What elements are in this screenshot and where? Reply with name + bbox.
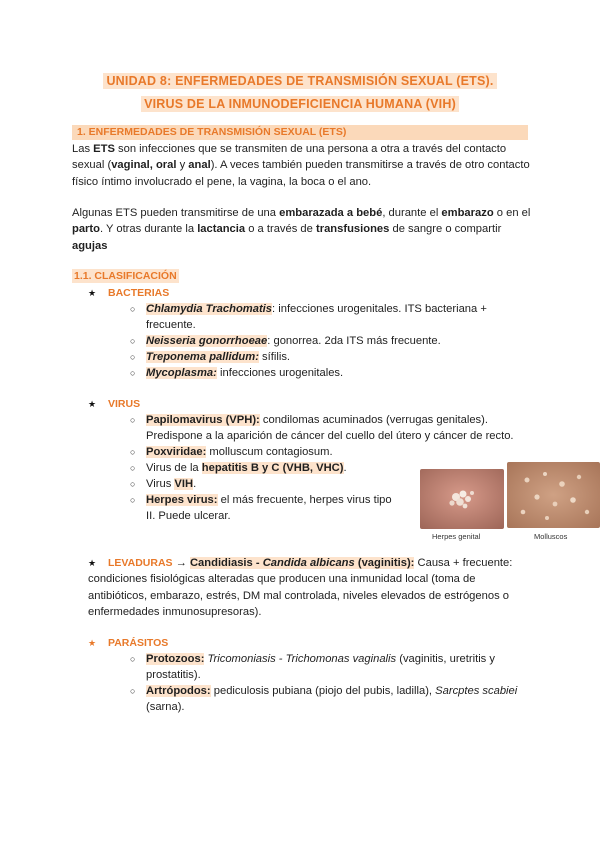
- circle-bullet-icon: ○: [130, 368, 136, 378]
- circle-bullet-icon: ○: [130, 352, 136, 362]
- list-item: ○ Artrópodos: pediculosis pubiana (piojo del pubis, ladilla), Sarcptes scabiei (sarna).: [130, 685, 518, 713]
- list-item: ○ Mycoplasma: infecciones urogenitales.: [130, 367, 344, 379]
- star-bullet-icon: ★: [88, 638, 97, 648]
- star-bullet-icon: ★: [88, 558, 97, 568]
- circle-bullet-icon: ○: [130, 479, 136, 489]
- category-levaduras: ★ LEVADURAS → Candidiasis - Candida albicans (vaginitis): Causa + frecuente: condiciones fisiológicas alteradas que producen una inmunidad local (toma de antibióticos, embarazo, estrés, DM mal controlada, niveles elevados de estrógenos o enfermedades inmunosupresoras).: [88, 557, 513, 618]
- list-item: ○ Treponema pallidum: sífilis.: [130, 351, 291, 363]
- circle-bullet-icon: ○: [130, 447, 136, 457]
- title-line-1: UNIDAD 8: ENFERMEDADES DE TRANSMISIÓN SEXUAL (ETS).: [103, 73, 496, 89]
- paragraph-ets-definition: Las ETS son infecciones que se transmiten de una persona a otra a través del contacto sexual (vaginal, oral y anal). A veces también pueden transmitirse a través de otro contacto físico íntimo involucrado el pene, la vagina, la boca o el ano.: [72, 143, 530, 188]
- herpes-genital-image: [420, 469, 504, 529]
- title-line-2: VIRUS DE LA INMUNODEFICIENCIA HUMANA (VIH): [141, 96, 459, 112]
- circle-bullet-icon: ○: [130, 415, 136, 425]
- list-parasitos: [130, 651, 528, 715]
- molluscos-image: [507, 462, 600, 528]
- circle-bullet-icon: ○: [130, 654, 136, 664]
- list-item: ○ Herpes virus: el más frecuente, herpes virus tipo II. Puede ulcerar.: [130, 494, 392, 522]
- circle-bullet-icon: ○: [130, 336, 136, 346]
- section-heading-ets: 1. ENFERMEDADES DE TRANSMISIÓN SEXUAL (ETS): [72, 125, 528, 140]
- list-item: ○ Virus de la hepatitis B y C (VHB, VHC).: [130, 462, 347, 474]
- category-parasitos: ★ PARÁSITOS: [88, 637, 169, 649]
- caption-herpes-genital: Herpes genital: [432, 532, 481, 541]
- page-title: [0, 70, 600, 116]
- paragraph-ets-transmission: Algunas ETS pueden transmitirse de una embarazada a bebé, durante el embarazo o en el parto. Y otras durante la lactancia o a través de transfusiones de sangre o compartir agujas: [72, 207, 531, 252]
- list-item: ○ Papilomavirus (VPH): condilomas acuminados (verrugas genitales). Predispone a la aparición de cáncer del cuello del útero y cáncer de recto.: [130, 414, 514, 442]
- circle-bullet-icon: ○: [130, 495, 136, 505]
- category-virus: ★ VIRUS: [88, 398, 141, 410]
- circle-bullet-icon: ○: [130, 463, 136, 473]
- list-item: ○ Chlamydia Trachomatis: infecciones urogenitales. ITS bacteriana + frecuente.: [130, 303, 487, 331]
- list-bacterias: [130, 301, 528, 381]
- category-bacterias: ★ BACTERIAS: [88, 287, 170, 299]
- circle-bullet-icon: ○: [130, 686, 136, 696]
- list-item: ○ Neisseria gonorrhoeae: gonorrea. 2da ITS más frecuente.: [130, 335, 441, 347]
- star-bullet-icon: ★: [88, 399, 97, 409]
- subsection-heading-clasificacion: 1.1. CLASIFICACIÓN: [74, 270, 177, 282]
- list-item: ○ Protozoos: Tricomoniasis - Trichomonas vaginalis (vaginitis, uretritis y prostatitis).: [130, 653, 495, 681]
- star-bullet-icon: ★: [88, 288, 97, 298]
- list-item: ○ Virus VIH.: [130, 478, 197, 490]
- list-item: ○ Poxviridae: molluscum contagiosum.: [130, 446, 333, 458]
- circle-bullet-icon: ○: [130, 304, 136, 314]
- caption-molluscos: Molluscos: [534, 532, 568, 541]
